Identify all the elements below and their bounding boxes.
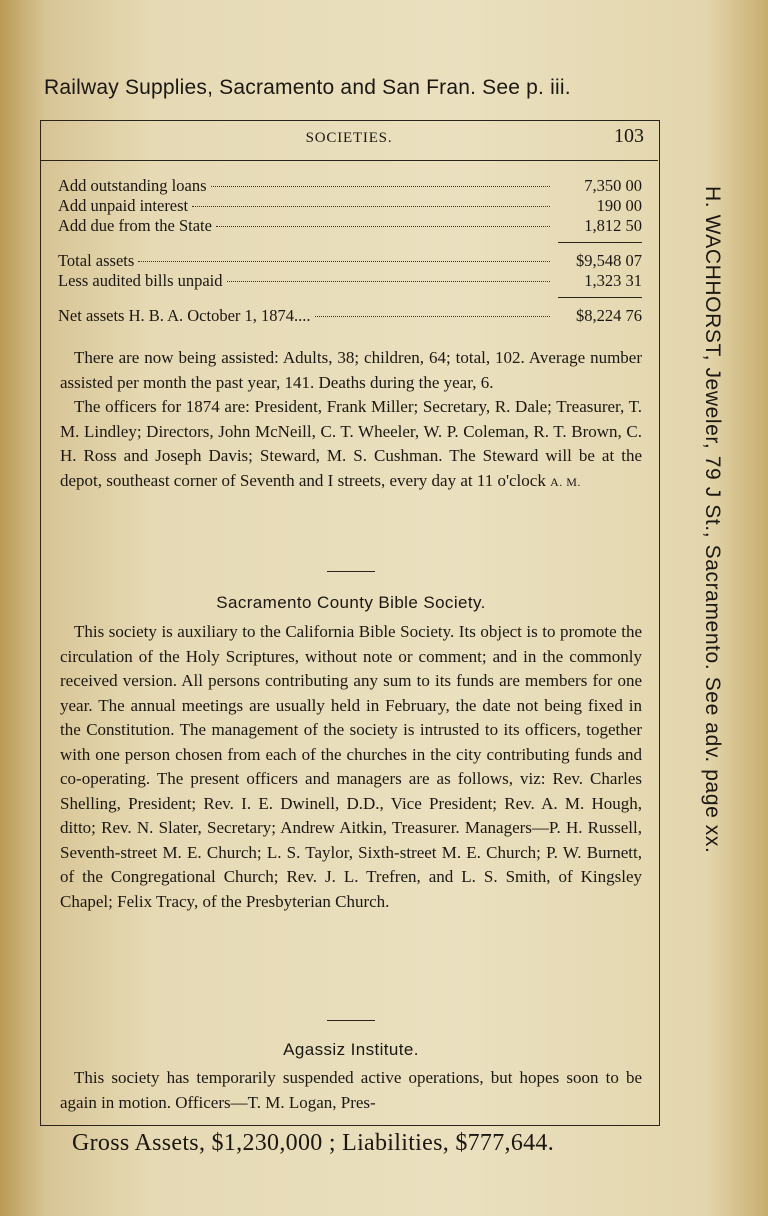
- sum-rule: [558, 297, 642, 298]
- ledger-row: [58, 176, 642, 196]
- leader-dots: [192, 206, 550, 207]
- wachhorst-side-advertisement: H. WACHHORST, Jeweler, 79 J St., Sacramento. See adv. page xx.: [701, 186, 724, 854]
- assisted-paragraph: There are now being assisted: Adults, 38; children, 64; total, 102. Average number assisted per month the past year, 141. Deaths during the year, 6.: [60, 348, 642, 392]
- running-head: [40, 126, 658, 156]
- ledger-label: Add unpaid interest: [58, 196, 189, 215]
- ledger-label: Total assets: [58, 251, 135, 270]
- hba-report: [60, 346, 642, 494]
- bible-society-heading: Sacramento County Bible Society.: [216, 593, 486, 612]
- ledger-amount: 1,323 31: [584, 271, 642, 290]
- ledger-row: [58, 216, 642, 236]
- leader-dots: [315, 316, 550, 317]
- officers-paragraph: [60, 395, 642, 494]
- running-head-title: SOCIETIES.: [305, 130, 393, 146]
- agassiz-text: [60, 1066, 642, 1115]
- ledger-label: Less audited bills unpaid: [58, 271, 223, 290]
- running-head-rule: [40, 160, 658, 161]
- financial-ledger: [58, 176, 642, 326]
- leader-dots: [216, 226, 550, 227]
- ledger-amount: 190 00: [596, 196, 642, 215]
- ledger-label: Net assets H. B. A. October 1, 1874....: [58, 306, 311, 325]
- ledger-row: [58, 196, 642, 216]
- section-divider: [327, 1020, 375, 1021]
- ledger-total-row: [58, 251, 642, 271]
- ledger-amount: 7,350 00: [584, 176, 642, 195]
- section-divider: [327, 571, 375, 572]
- agassiz-heading: Agassiz Institute.: [283, 1040, 419, 1059]
- bible-society-text: [60, 620, 642, 914]
- time-suffix: A. M.: [550, 474, 581, 489]
- leader-dots: [227, 281, 550, 282]
- ledger-amount: 1,812 50: [584, 216, 642, 235]
- ledger-label: Add due from the State: [58, 216, 212, 235]
- agassiz-paragraph: This society has temporarily suspended active operations, but hopes soon to be again in motion. Officers—T. M. Logan, Pres-: [60, 1068, 642, 1112]
- ledger-total-row: [58, 271, 642, 291]
- railway-supplies-banner: Railway Supplies, Sacramento and San Fran. See p. iii.: [44, 76, 571, 99]
- officers-text: The officers for 1874 are: President, Frank Miller; Secretary, R. Dale; Treasurer, T. M. Lindley; Directors, John McNeill, C. T. Wheeler, W. P. Coleman, R. T. Brown, C. H. Ross and Joseph Davis; Steward, M. S. Cushman. The Steward will be at the depot, southeast corner of Seventh and I streets, every day at 11 o'clock: [60, 397, 642, 490]
- gross-assets-footer: Gross Assets, $1,230,000 ; Liabilities, $777,644.: [72, 1130, 555, 1156]
- page-number: 103: [614, 125, 644, 147]
- bible-society-paragraph: This society is auxiliary to the California Bible Society. Its object is to promote the circulation of the Holy Scriptures, without note or comment; and in the commonly received version. All persons contributing any sum to its funds are members for one year. The annual meetings are usually held in February, the date not being fixed in the Constitution. The management of the society is intrusted to its officers, together with one person chosen from each of the churches in the city contributing funds and co-operating. The present officers and managers are as follows, viz: Rev. Charles Shelling, President; Rev. I. E. Dwinell, D.D., Vice President; Rev. A. M. Hough, ditto; Rev. N. Slater, Secretary; Andrew Aitkin, Treasurer. Managers—P. H. Russell, Seventh-street M. E. Church; L. S. Taylor, Sixth-street M. E. Church; P. W. Burnett, of the Congregational Church; Rev. J. L. Trefren, and L. S. Smith, of Kingsley Chapel; Felix Tracy, of the Presbyterian Church.: [60, 622, 642, 911]
- ledger-net-row: [58, 306, 642, 326]
- ledger-label: Add outstanding loans: [58, 176, 207, 195]
- ledger-amount: $8,224 76: [576, 306, 642, 325]
- leader-dots: [138, 261, 550, 262]
- leader-dots: [211, 186, 551, 187]
- sum-rule: [558, 242, 642, 243]
- ledger-amount: $9,548 07: [576, 251, 642, 270]
